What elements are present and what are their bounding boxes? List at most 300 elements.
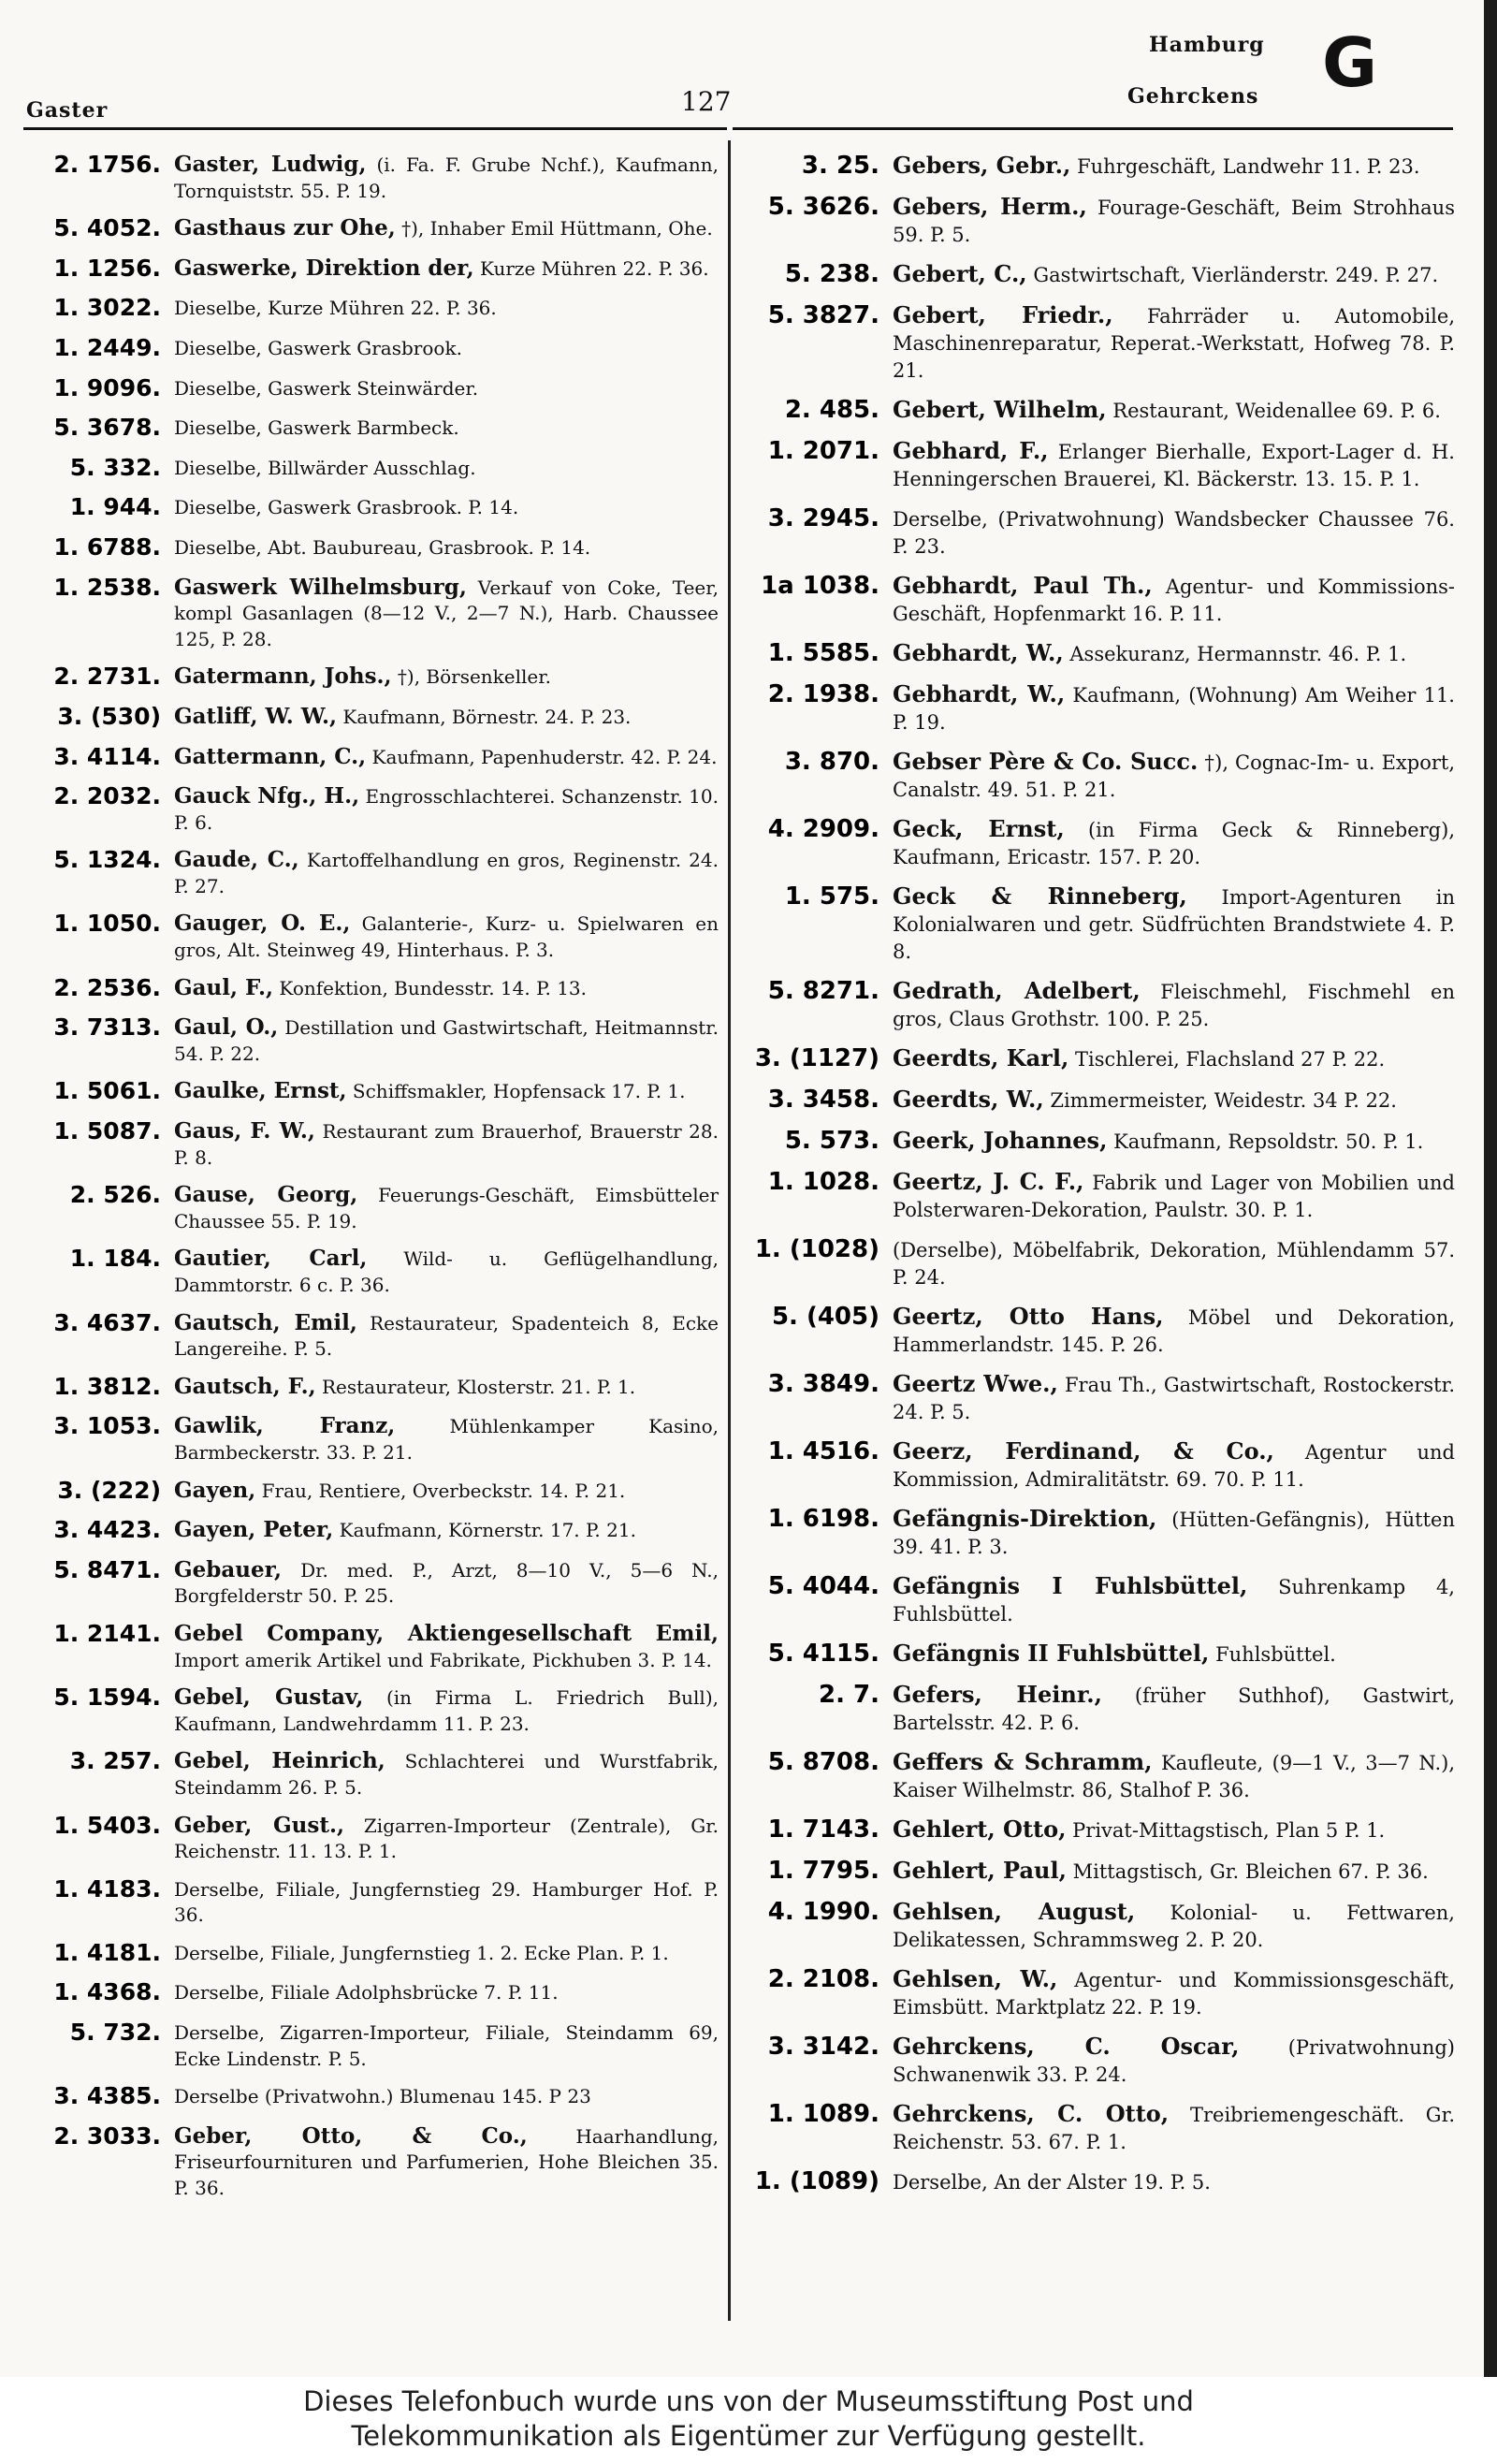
directory-entry [21,453,719,484]
directory-entry [739,1570,1455,1628]
phone-number: 5. 4044. [767,1572,879,1600]
directory-entry [21,909,719,963]
phone-number: 1. 575. [784,882,879,911]
directory-entry [739,637,1455,669]
directory-entry [21,373,719,404]
entry-text [893,637,1455,669]
subscriber-name: Gaster, Ludwig, [174,152,367,177]
directory-entry [21,742,719,773]
phone-number: 2. 1756. [53,151,161,178]
phone-number: 1. 2071. [767,437,879,465]
subscriber-details: Agentur und Kommission, Admiralitätstr. 69. 70. P. 11. [893,1441,1455,1491]
directory-entry [21,1683,719,1737]
right-column [739,150,1455,2207]
entry-text [893,1855,1455,1887]
phone-number: 5. 4052. [53,214,161,242]
subscriber-details: Fleischmehl, Fischmehl en gros, Claus Grothstr. 100. P. 25. [893,981,1455,1030]
phone-number: 1. (1028) [754,1235,879,1263]
subscriber-details: Suhrenkamp 4, Fuhlsbüttel. [893,1576,1455,1626]
subscriber-details: Dieselbe, Gaswerk Steinwärder. [174,376,479,400]
phone-number: 5. 4115. [767,1640,879,1668]
subscriber-name: Gaul, O., [174,1014,279,1041]
subscriber-name: Gehlert, Paul, [893,1857,1067,1884]
entry-text [174,1811,719,1865]
subscriber-details: Derselbe, Zigarren-Importeur, Filiale, Steindamm 69, Ecke Lindenstr. P. 5. [174,2021,719,2070]
subscriber-name: Gehlert, Otto, [893,1815,1067,1843]
phone-number: 3. 2945. [767,504,879,532]
subscriber-name: Gebhardt, W., [893,680,1066,707]
subscriber-name: Gaswerke, Direktion der, [174,255,474,281]
directory-entry [739,1166,1455,1224]
subscriber-name: Geerdts, W., [893,1086,1044,1113]
subscriber-details: Dieselbe, Gaswerk Grasbrook. [174,336,462,359]
subscriber-name: Geerz, Ferdinand, & Co., [893,1437,1274,1465]
subscriber-name: Gebert, Friedr., [893,301,1113,328]
directory-entry [739,881,1455,966]
directory-entry [21,662,719,693]
subscriber-details: Dr. med. P., Arzt, 8—10 V., 5—6 N., Borgfelderstr 50. P. 25. [174,1558,719,1608]
subscriber-details: Derselbe, Filiale Adolphsbrücke 7. P. 11. [174,1981,559,2005]
phone-number: 1. 4368. [53,1978,161,2006]
entry-text [174,1555,719,1610]
subscriber-details: Agentur- und Kommissions-Geschäft, Hopfenmarkt 16. P. 11. [893,576,1455,625]
phone-number: 5. 8471. [53,1555,161,1583]
footer-line-1: Dieses Telefonbuch wurde uns von der Museumsstiftung Post und [303,2385,1194,2417]
entry-text [893,394,1455,426]
phone-number: 5. 8708. [767,1748,879,1776]
phone-number: 3. (530) [57,702,161,730]
subscriber-details: Galanterie-, Kurz- u. Spielwaren en gros, Alt. Steinweg 49, Hinterhaus. P. 3. [174,912,719,962]
subscriber-name: Gehlsen, August, [893,1898,1136,1925]
subscriber-name: Gautsch, Emil, [174,1309,357,1335]
directory-entry [21,2121,719,2202]
subscriber-name: Gayen, [174,1477,256,1503]
header-rule-right [733,127,1453,130]
phone-number: 2. 526. [69,1181,161,1209]
directory-entry [21,1180,719,1234]
directory-entry [21,1746,719,1801]
phone-number: 1. 6198. [767,1505,879,1533]
directory-entry [739,1042,1455,1074]
entry-text [893,881,1455,966]
city-heading: Hamburg [1149,33,1265,57]
subscriber-name: Gaswerk Wilhelmsburg, [174,574,467,600]
phone-number: 2. 3033. [53,2121,161,2150]
phone-number: 5. 332. [69,453,161,481]
subscriber-details: (Derselbe), Möbelfabrik, Dekoration, Mühlendamm 57. P. 24. [893,1239,1455,1289]
subscriber-details: †), Cognac-Im- u. Export, Canalstr. 49. 51. P. 21. [893,751,1455,801]
subscriber-details: Feuerungs-Geschäft, Eimsbütteler Chaussee 55. P. 19. [174,1184,719,1232]
directory-entry [739,1638,1455,1669]
subscriber-details: Frau Th., Gastwirtschaft, Rostockerstr. 24. P. 5. [893,1374,1456,1423]
subscriber-details: Kaufmann, Papenhuderstr. 42. P. 24. [366,745,718,768]
entry-text [174,1372,719,1403]
entry-text [174,573,719,653]
entry-text [893,570,1455,628]
phone-number: 4. 1990. [767,1898,879,1926]
directory-entry [21,2081,719,2112]
entry-text [174,1938,719,1969]
entry-text [174,1515,719,1546]
directory-entry [739,1368,1455,1426]
subscriber-name: Gattermann, C., [174,743,367,769]
section-letter: G [1322,23,1378,102]
phone-number: 2. 2032. [53,782,161,810]
subscriber-name: Gasthaus zur Ohe, [174,215,396,241]
entry-text [893,1896,1455,1954]
entry-text [893,2098,1455,2156]
subscriber-details: Haarhandlung, Friseurfournituren und Parfumerien, Hohe Bleichen 35. P. 36. [174,2124,719,2200]
subscriber-name: Gebser Père & Co. Succ. [893,748,1199,775]
directory-entry [739,1503,1455,1561]
phone-number: 3. 3142. [767,2033,879,2061]
subscriber-details: Schlachterei und Wurstfabrik, Steindamm 26. P. 5. [174,1750,719,1799]
directory-entry [21,845,719,899]
entry-text [893,1679,1455,1737]
phone-number: 2. 1938. [767,680,879,708]
phone-number: 1. (1089) [754,2167,879,2195]
directory-entry [739,191,1455,249]
subscriber-name: Gebhardt, Paul Th., [893,572,1153,599]
phone-number: 5. 1594. [53,1684,161,1712]
entry-text [893,678,1455,736]
subscriber-details: (Hütten-Gefängnis), Hütten 39. 41. P. 3. [893,1509,1455,1558]
phone-number: 5. 3827. [767,301,879,329]
directory-entry [21,1308,719,1363]
phone-number: 3. 4385. [53,2082,161,2110]
directory-entry [21,1244,719,1298]
directory-entry [21,1619,719,1673]
entry-text [893,435,1455,493]
left-running-head: Gaster [26,98,109,123]
entry-text [174,1683,719,1737]
entry-text [174,1411,719,1465]
subscriber-name: Gebel Company, Aktiengesellschaft Emil, [174,1620,719,1646]
subscriber-details: Kaufmann, Körnerstr. 17. P. 21. [333,1519,636,1542]
entry-text [174,213,719,244]
subscriber-details: (Privatwohnung) Schwanenwik 33. P. 24. [893,2036,1455,2086]
phone-number: 5. (405) [771,1303,879,1331]
subscriber-name: Geertz, J. C. F., [893,1168,1084,1195]
subscriber-details: Derselbe, An der Alster 19. P. 5. [893,2171,1211,2194]
subscriber-details: Dieselbe, Gaswerk Grasbrook. P. 14. [174,496,519,519]
phone-number: 1. 4516. [767,1437,879,1465]
subscriber-details: Restaurant, Weidenallee 69. P. 6. [1106,400,1441,422]
subscriber-name: Gefängnis I Fuhlsbüttel, [893,1572,1248,1599]
subscriber-details: Kartoffelhandlung en gros, Reginenstr. 24. P. 27. [174,849,719,897]
phone-number: 1. 4183. [53,1874,161,1903]
phone-number: 1. 2449. [53,333,161,361]
phone-number: 5. 3678. [53,414,161,442]
directory-entry [21,213,719,244]
subscriber-details: Fahrräder u. Automobile, Maschinenreparatur, Reperat.-Werkstatt, Hofweg 78. P. 21. [893,305,1455,382]
phone-number: 3. (1127) [754,1044,879,1072]
subscriber-name: Gebert, Wilhelm, [893,396,1107,423]
phone-number: 5. 3626. [767,193,879,221]
subscriber-details: (in Firma L. Friedrich Bull), Kaufmann, Landwehrdamm 11. P. 23. [174,1686,719,1735]
phone-number: 1. 5087. [53,1117,161,1145]
phone-number: 1. 1028. [767,1168,879,1196]
subscriber-details: Engrosschlachterei. Schanzenstr. 10. P. 6. [174,785,719,834]
subscriber-name: Gebers, Gebr., [893,152,1071,179]
subscriber-details: Derselbe, Filiale, Jungfernstieg 29. Hamburger Hof. P. 36. [174,1877,719,1927]
subscriber-details: Schiffsmakler, Hopfensack 17. P. 1. [346,1080,686,1103]
subscriber-name: Geck, Ernst, [893,815,1065,842]
phone-number: 1. 944. [69,493,161,521]
entry-text [174,413,719,444]
subscriber-name: Gebert, C., [893,260,1027,287]
directory-entry [739,503,1455,561]
subscriber-details: Wild- u. Geflügelhandlung, Dammtorstr. 6 c. P. 36. [174,1247,719,1296]
subscriber-name: Geber, Gust., [174,1812,344,1838]
directory-entry [739,258,1455,290]
subscriber-name: Gatliff, W. W., [174,703,338,729]
directory-entry [739,1896,1455,1954]
subscriber-details: Assekuranz, Hermannstr. 46. P. 1. [1063,643,1407,665]
entry-text [174,1977,719,2008]
subscriber-details: Kaufleute, (9—1 V., 3—7 N.), Kaiser Wilhelmstr. 86, Stalhof P. 36. [893,1752,1455,1801]
subscriber-details: Kaufmann, (Wohnung) Am Weiher 11. P. 19. [893,684,1455,734]
directory-entry [21,413,719,444]
subscriber-name: Geerk, Johannes, [893,1127,1108,1154]
directory-entry [21,1076,719,1107]
subscriber-name: Geber, Otto, & Co., [174,2122,528,2149]
phone-number: 5. 8271. [767,977,879,1005]
phone-number: 1. 7795. [767,1857,879,1885]
subscriber-name: Gedrath, Adelbert, [893,977,1141,1004]
directory-entry [21,1476,719,1507]
directory-entry [739,975,1455,1033]
entry-text [893,191,1455,249]
directory-entry [739,746,1455,804]
phone-number: 3. 3458. [767,1086,879,1114]
entry-text [893,813,1455,871]
subscriber-details: †), Inhaber Emil Hüttmann, Ohe. [395,217,713,241]
directory-entry [21,973,719,1004]
phone-number: 2. 2108. [767,1965,879,1993]
phone-number: 4. 2909. [767,815,879,843]
subscriber-name: Gaul, F., [174,974,274,1000]
subscriber-details: Erlanger Bierhalle, Export-Lager d. H. Henningerschen Brauerei, Kl. Bäckerstr. 13. 15. P. 1. [893,441,1455,490]
phone-number: 2. 2731. [53,663,161,691]
phone-number: 3. 1053. [53,1412,161,1440]
subscriber-name: Gebauer, [174,1556,283,1582]
phone-number: 3. 25. [801,152,879,180]
left-column [21,150,719,2211]
entry-text [893,1814,1455,1845]
subscriber-details: Fabrik und Lager von Mobilien und Polsterwaren-Dekoration, Paulstr. 30. P. 1. [893,1172,1455,1221]
directory-entry [21,1013,719,1067]
subscriber-details: Treibriemengeschäft. Gr. Reichenstr. 53. 67. P. 1. [893,2104,1455,2153]
subscriber-details: †), Börsenkeller. [391,665,551,689]
subscriber-details: Verkauf von Coke, Teer, kompl Gasanlagen (8—12 V., 2—7 N.), Harb. Chaussee 125, P. 28. [174,576,719,650]
entry-text [174,1076,719,1107]
directory-entry [739,2165,1455,2197]
page-number: 127 [681,86,732,117]
directory-entry [21,702,719,733]
subscriber-details: Derselbe, (Privatwohnung) Wandsbecker Chaussee 76. P. 23. [893,508,1455,558]
directory-entry [21,333,719,364]
subscriber-name: Gatermann, Johs., [174,663,392,690]
subscriber-details: Gastwirtschaft, Vierländerstr. 249. P. 27. [1026,264,1439,286]
phone-number: 3. 4637. [53,1308,161,1336]
subscriber-details: Kurze Mühren 22. P. 36. [473,256,709,280]
subscriber-details: Kaufmann, Börnestr. 24. P. 23. [337,705,632,728]
phone-number: 3. 4114. [53,742,161,770]
subscriber-details: Frau, Rentiere, Overbeckstr. 14. P. 21. [255,1479,626,1502]
entry-text [174,1476,719,1507]
entry-text [893,258,1455,290]
directory-entry [739,150,1455,182]
phone-number: 1. 9096. [53,373,161,401]
subscriber-details: Derselbe (Privatwohn.) Blumenau 145. P 23 [174,2085,591,2108]
directory-entry [739,1814,1455,1845]
directory-entry [739,678,1455,736]
subscriber-name: Gautsch, F., [174,1373,316,1399]
entry-text [174,662,719,693]
entry-text [893,2165,1455,2197]
phone-number: 1. 2538. [53,573,161,601]
entry-text [174,293,719,324]
entry-text [893,1963,1455,2021]
entry-text [893,1503,1455,1561]
entry-text [174,1116,719,1171]
directory-entry [21,492,719,523]
footer-line-2: Telekommunikation als Eigentümer zur Verfügung gestellt. [351,2420,1146,2452]
directory-entry [21,293,719,324]
entry-text [174,2081,719,2112]
subscriber-name: Gautier, Carl, [174,1246,368,1272]
header-rule-left [23,127,727,130]
phone-number: 1. 3022. [53,294,161,322]
directory-entry [21,1116,719,1171]
directory-entry [739,1233,1455,1291]
directory-entry [739,1855,1455,1887]
directory-entry [739,1746,1455,1804]
entry-text [174,453,719,484]
entry-text [174,845,719,899]
subscriber-name: Gauger, O. E., [174,911,351,937]
subscriber-name: Gehrckens, C. Oscar, [893,2033,1240,2060]
phone-number: 1. 5585. [767,639,879,667]
subscriber-name: Geertz, Otto Hans, [893,1303,1164,1330]
subscriber-name: Gause, Georg, [174,1182,358,1208]
phone-number: 1. 2141. [53,1619,161,1647]
phone-number: 1. 5061. [53,1077,161,1105]
directory-entry [21,150,719,204]
subscriber-details: Tischlerei, Flachsland 27 P. 22. [1068,1048,1386,1071]
subscriber-name: Gayen, Peter, [174,1517,334,1543]
directory-entry [739,2098,1455,2156]
directory-entry [21,1874,719,1929]
subscriber-name: Gaus, F. W., [174,1118,315,1145]
phone-number: 3. 4423. [53,1516,161,1544]
subscriber-details: Import-Agenturen in Kolonialwaren und getr. Südfrüchten Brandstwiete 4. P. 8. [893,886,1455,963]
phone-number: 2. 2536. [53,973,161,1001]
entry-text [893,299,1455,385]
subscriber-details: Restaurateur, Spadenteich 8, Ecke Langereihe. P. 5. [174,1311,719,1361]
subscriber-details: Kaufmann, Repsoldstr. 50. P. 1. [1107,1130,1424,1153]
phone-number: 1. 3812. [53,1372,161,1400]
entry-text [174,1244,719,1298]
subscriber-details: Konfektion, Bundesstr. 14. P. 13. [273,976,588,999]
entry-text [893,1042,1455,1074]
directory-entry [21,2018,719,2072]
phone-number: 1. 1256. [53,254,161,282]
subscriber-name: Gawlik, Franz, [174,1413,396,1439]
directory-entry [21,532,719,563]
entry-text [893,1638,1455,1669]
directory-entry [739,570,1455,628]
phone-number: 1a 1038. [761,572,879,600]
entry-text [174,532,719,563]
subscriber-details: Fuhlsbüttel. [1209,1643,1336,1666]
subscriber-details: Dieselbe, Abt. Baubureau, Grasbrook. P. 14. [174,535,591,559]
subscriber-name: Gefers, Heinr., [893,1681,1103,1708]
subscriber-details: Import amerik Artikel und Fabrikate, Pickhuben 3. P. 14. [174,1648,712,1671]
directory-entry [21,1977,719,2008]
entry-text [174,2121,719,2202]
phone-number: 1. 184. [69,1245,161,1273]
subscriber-details: Mühlenkamper Kasino, Barmbeckerstr. 33. P. 21. [174,1415,719,1464]
subscriber-name: Geffers & Schramm, [893,1748,1153,1775]
subscriber-name: Gehrckens, C. Otto, [893,2100,1170,2127]
directory-entry [739,1436,1455,1494]
phone-number: 3. 257. [69,1747,161,1775]
subscriber-details: Restaurateur, Klosterstr. 21. P. 1. [315,1375,636,1398]
subscriber-name: Gaude, C., [174,847,299,873]
phone-number: 3. 870. [784,748,879,776]
phone-number: 2. 7. [819,1681,879,1709]
phone-number: 1. 7143. [767,1815,879,1844]
subscriber-name: Gehlsen, W., [893,1965,1058,1992]
entry-text [893,1301,1455,1359]
entry-text [174,909,719,963]
directory-entry [21,781,719,836]
phone-number: 3. 3849. [767,1370,879,1398]
entry-text [174,1013,719,1067]
entry-text [893,1125,1455,1157]
entry-text [893,1368,1455,1426]
subscriber-details: Zigarren-Importeur (Zentrale), Gr. Reichenstr. 11. 13. P. 1. [174,1814,719,1863]
entry-text [174,1619,719,1673]
subscriber-name: Gebel, Heinrich, [174,1748,385,1774]
directory-entry [739,2031,1455,2089]
directory-entry [21,254,719,284]
subscriber-details: Kolonial- u. Fettwaren, Delikatessen, Schrammsweg 2. P. 20. [893,1902,1455,1951]
entry-text [893,1746,1455,1804]
entry-text [893,503,1455,561]
subscriber-details: Destillation und Gastwirtschaft, Heitmannstr. 54. P. 22. [174,1016,719,1065]
directory-entry [739,813,1455,871]
directory-entry [21,1411,719,1465]
entry-text [174,973,719,1004]
entry-text [174,1308,719,1363]
subscriber-name: Gefängnis-Direktion, [893,1505,1157,1532]
phone-number: 5. 732. [69,2019,161,2047]
subscriber-details: Derselbe, Filiale, Jungfernstieg 1. 2. Ecke Plan. P. 1. [174,1941,669,1964]
directory-entry [21,1515,719,1546]
directory-entry [739,1963,1455,2021]
right-running-head: Gehrckens [1127,84,1259,109]
phone-number: 5. 1324. [53,846,161,874]
entry-text [893,2031,1455,2089]
directory-entry [739,1084,1455,1115]
directory-entry [21,573,719,653]
phone-number: 1. 1089. [767,2100,879,2128]
subscriber-details: Restaurant zum Brauerhof, Brauerstr 28. P. 8. [174,1120,719,1169]
entry-text [174,150,719,204]
